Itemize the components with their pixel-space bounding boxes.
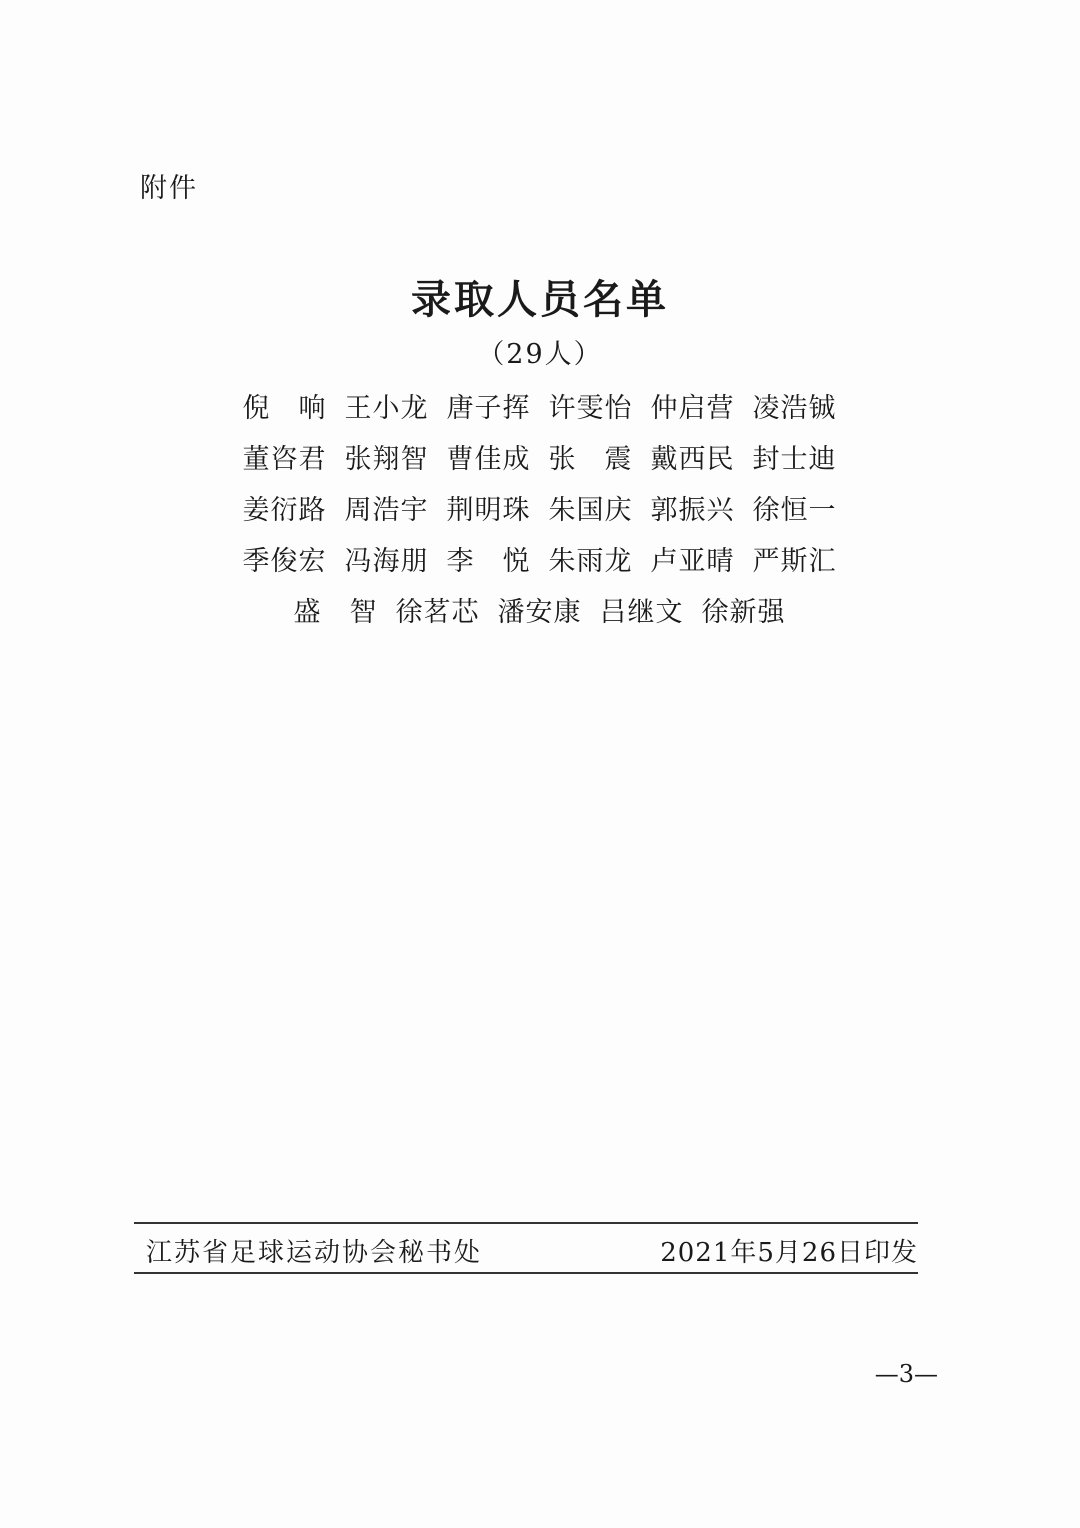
person-name: 曹 佳 成 <box>446 444 530 475</box>
person-name: 倪 响 <box>242 393 326 424</box>
name-row <box>242 482 842 533</box>
person-name: 朱 国 庆 <box>548 495 632 526</box>
person-name: 周 浩 宇 <box>344 495 428 526</box>
footer-bottom-rule <box>134 1272 918 1274</box>
person-name: 张 翔 智 <box>344 444 428 475</box>
person-name: 卢 亚 晴 <box>650 546 734 577</box>
person-name: 董 咨 君 <box>242 444 326 475</box>
person-name: 仲 启 营 <box>650 393 734 424</box>
person-name: 姜 衍 路 <box>242 495 326 526</box>
person-name: 王 小 龙 <box>344 393 428 424</box>
person-name: 凌 浩 铖 <box>752 393 836 424</box>
name-row <box>242 584 842 635</box>
person-name: 戴 西 民 <box>650 444 734 475</box>
person-name: 张 震 <box>548 444 632 475</box>
issue-date: 2021年5月26日印发 <box>660 1238 918 1268</box>
document-title: 录取人员名单 <box>411 276 669 323</box>
person-name: 冯 海 朋 <box>344 546 428 577</box>
page-number: —3— <box>874 1360 938 1388</box>
person-name: 李 悦 <box>446 546 530 577</box>
person-name: 郭 振 兴 <box>650 495 734 526</box>
name-list <box>242 380 842 635</box>
name-row <box>242 431 842 482</box>
person-name: 盛 智 <box>293 597 377 628</box>
issuer-name: 江苏省足球运动协会秘书处 <box>146 1238 483 1268</box>
footer-top-rule <box>134 1222 918 1224</box>
person-name: 严 斯 汇 <box>752 546 836 577</box>
person-name: 朱 雨 龙 <box>548 546 632 577</box>
name-row <box>242 380 842 431</box>
person-name: 荆 明 珠 <box>446 495 530 526</box>
person-name: 季 俊 宏 <box>242 546 326 577</box>
person-name: 徐 新 强 <box>701 597 785 628</box>
person-name: 封 士 迪 <box>752 444 836 475</box>
person-name: 潘 安 康 <box>497 597 581 628</box>
admitted-count: （29人） <box>477 339 603 370</box>
person-name: 徐 茗 芯 <box>395 597 479 628</box>
person-name: 徐 恒 一 <box>752 495 836 526</box>
person-name: 许 雯 怡 <box>548 393 632 424</box>
person-name: 唐 子 挥 <box>446 393 530 424</box>
attachment-label: 附件 <box>140 173 198 204</box>
person-name: 吕 继 文 <box>599 597 683 628</box>
name-row <box>242 533 842 584</box>
